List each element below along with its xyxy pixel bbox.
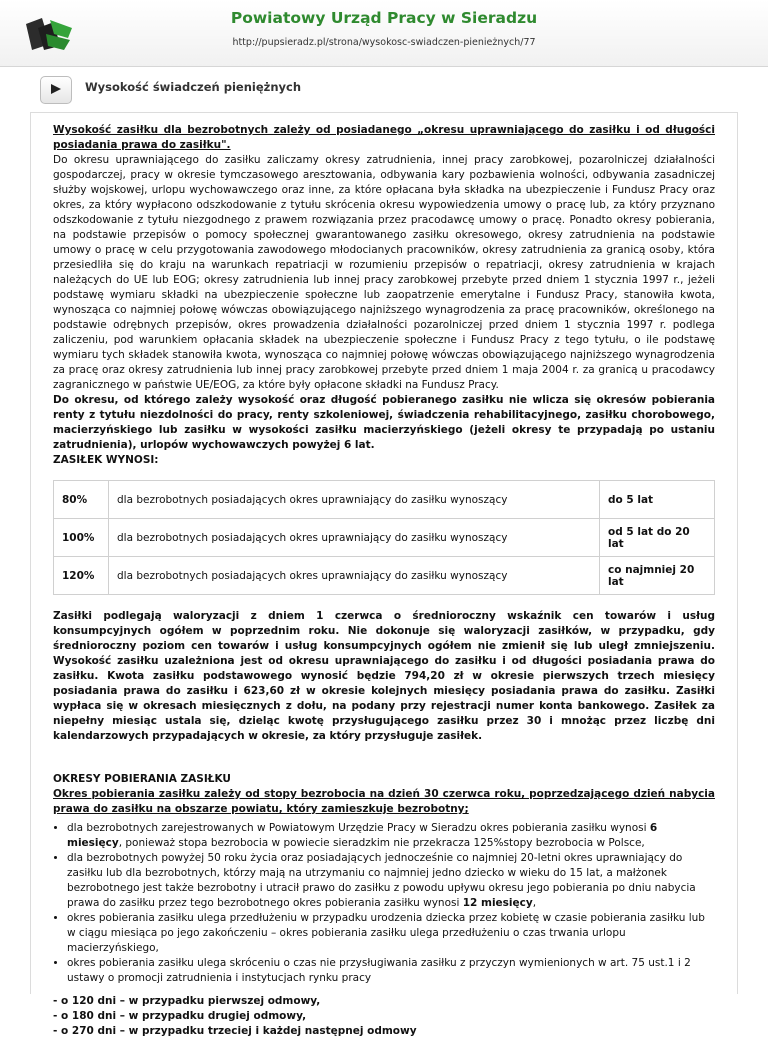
site-url: http://pupsieradz.pl/strona/wysokosc-swiadczen-pienieżnych/77 bbox=[232, 37, 536, 48]
rate-period: co najmniej 20 lat bbox=[600, 557, 715, 595]
intro-body: Do okresu uprawniającego do zasiłku zaliczamy okresy zatrudnienia, innej pracy zarobkowej, pozarolniczej działalności gospodarczej, pracy w okresie tymczasowego aresztowania, odbywania kary pozbawienia wolności, odbywania zasadniczej służby wojskowej, urlopu wychowawczego oraz inne, za które opłacana była składka na ubezpieczenie i Fundusz Pracy oraz okres, za który wypłacono odszkodowanie z tytułu skrócenia okresu wypowiedzenia umowy o pracę lub, za który przyznano odszkodowanie z tytułu niezgodnego z prawem rozwiązania przez pracodawcę umowy o pracę. Ponadto okresy pobierania, na podstawie przepisów o pomocy społecznej gwarantowanego zasiłku okresowego, okresy zatrudnienia na podstawie umowy o pracę w celu przygotowania zawodowego młodocianych pracowników, okresy zatrudnienia za granicą osoby, która przesiedliła się do kraju na warunkach repatriacji w rozumieniu przepisów o repatriacji, okresy zatrudnienia w krajach należących do UE lub EOG; okresy zatrudnienia lub innej pracy zarobkowej przebyte przed dniem 1 stycznia 1997 r., jeżeli podstawę wymiaru składki na ubezpieczenie społeczne lub zaopatrzenie emerytalne i Fundusz Pracy, stanowiła kwota, wynosząca co najmniej połowę wówczas obowiązującego najniższego wynagrodzenia za pracę pracowników, określonego na podstawie odrębnych przepisów, okres prowadzenia działalności pozarolniczej przed dniem 1 stycznia 1997 r. podlega zaliczeniu, pod warunkiem opłacania składek na ubezpieczenie społeczne i Fundusz Pracy z tego tytułu, o ile podstawę wymiaru tych składek stanowiła kwota, wynosząca co najmniej połowę wówczas obowiązującego najniższego wynagrodzenia za pracę oraz okresy zatrudnienia lub innej pracy zarobkowej przebyte przed dniem 1 maja 2004 r. za granicą u pracodawcy zagranicznego w państwie UE/EOG, za które były opłacone składki na Fundusz Pracy. bbox=[53, 154, 715, 391]
durations-list bbox=[53, 994, 715, 1039]
table-row bbox=[54, 557, 715, 595]
duration-item: - o 120 dni – w przypadku pierwszej odmowy, bbox=[53, 995, 321, 1007]
table-row bbox=[54, 481, 715, 519]
page-title: Wysokość świadczeń pieniężnych bbox=[85, 80, 302, 94]
rate-percent: 100% bbox=[54, 519, 109, 557]
site-header bbox=[0, 0, 768, 67]
rate-description: dla bezrobotnych posiadających okres uprawniający do zasiłku wynoszący bbox=[109, 557, 600, 595]
site-title[interactable]: Powiatowy Urząd Pracy w Sieradzu bbox=[230, 9, 538, 27]
table-row bbox=[54, 519, 715, 557]
periods-subheading: Okres pobierania zasiłku zależy od stopy bezrobocia na dzień 30 czerwca roku, poprzedzającego dzień nabycia prawa do zasiłku na obszarze powiatu, który zamieszkuje bezrobotny; bbox=[53, 788, 715, 815]
intro-heading: Wysokość zasiłku dla bezrobotnych zależy od posiadanego „okresu uprawniającego do zasiłku i od długości posiadania prawa do zasiłku". bbox=[53, 124, 715, 151]
list-item: • dla bezrobotnych zarejestrowanych w Powiatowym Urzędzie Pracy w Sieradzu okres pobierania zasiłku wynosi 6 miesięcy, ponieważ stopa bezrobocia w powiecie sieradzkim nie przekracza 125%stopy bezrobocia w Polsce, bbox=[67, 821, 715, 851]
periods-heading: OKRESY POBIERANIA ZASIŁKU bbox=[53, 773, 231, 785]
duration-item: - o 270 dni – w przypadku trzeciej i każdej następnej odmowy bbox=[53, 1025, 417, 1037]
rate-description: dla bezrobotnych posiadających okres uprawniający do zasiłku wynoszący bbox=[109, 519, 600, 557]
rate-description: dla bezrobotnych posiadających okres uprawniający do zasiłku wynoszący bbox=[109, 481, 600, 519]
arrow-right-icon bbox=[50, 83, 62, 95]
notes-text: Zasiłki podlegają waloryzacji z dniem 1 czerwca o średnioroczny wskaźnik cen towarów i usług konsumpcyjnych ogółem w poprzednim roku. Nie dokonuje się waloryzacji zasiłków, w przypadku, gdy średnioroczny poziom cen towarów i usług konsumpcyjnych ogółem nie zmienił się lub uległ zmniejszeniu. Wysokość zasiłku uzależniona jest od okresu uprawniającego do zasiłku i od długości posiadania prawa do zasiłku. Kwota zasiłku podstawowego wynosić będzie 794,20 zł w okresie pierwszych trzech miesięcy posiadania prawa do zasiłku i 623,60 zł w okresie kolejnych miesięcy posiadania prawa do zasiłku. Zasiłki wypłaca się w okresach miesięcznych z dołu, na podany przy rejestracji numer konta bankowego. Zasiłek za niepełny miesiąc ustala się, dzieląc kwotę przysługującego zasiłku przez 30 i mnożąc przez liczbę dni kalendarzowych przypadających w okresie, za który przysługuje zasiłek. bbox=[53, 610, 715, 742]
duration-item: - o 180 dni – w przypadku drugiej odmowy, bbox=[53, 1010, 307, 1022]
rate-percent: 80% bbox=[54, 481, 109, 519]
list-item: • okres pobierania zasiłku ulega skróceniu o czas nie przysługiwania zasiłku z przyczyn wymienionych w art. 75 ust.1 i 2 ustawy o promocji zatrudnienia i instytucjach rynku pracy bbox=[67, 956, 715, 986]
back-button[interactable] bbox=[40, 76, 72, 104]
rate-period: do 5 lat bbox=[600, 481, 715, 519]
list-item: • dla bezrobotnych powyżej 50 roku życia oraz posiadających jednocześnie co najmniej 20-letni okres uprawniający do zasiłku lub dla bezrobotnych, którzy mają na utrzymaniu co najmniej jedno dziecko w wieku do 15 lat, a małżonek bezrobotnego jest także bezrobotny i utracił prawo do zasiłku z powodu upływu okresu jego pobierania po dniu nabycia prawa do zasiłku przez tego bezrobotnego okres pobierania zasiłku wynosi 12 miesięcy, bbox=[67, 851, 715, 911]
periods-list bbox=[53, 821, 715, 986]
rates-table bbox=[53, 480, 715, 595]
article-content bbox=[30, 112, 738, 1037]
rate-period: od 5 lat do 20 lat bbox=[600, 519, 715, 557]
rates-label: ZASIŁEK WYNOSI: bbox=[53, 454, 159, 466]
intro-exclusion: Do okresu, od którego zależy wysokość oraz długość pobieranego zasiłku nie wlicza się okresów pobierania renty z tytułu niezdolności do pracy, renty szkoleniowej, świadczenia rehabilitacyjnego, zasiłku chorobowego, macierzyńskiego lub zasiłku w wysokości zasiłku macierzyńskiego (jeżeli okresy te przypadają po ustaniu zatrudnienia), urlopów wychowawczych powyżej 6 lat. bbox=[53, 394, 715, 451]
rate-percent: 120% bbox=[54, 557, 109, 595]
list-item: • okres pobierania zasiłku ulega przedłużeniu w przypadku urodzenia dziecka przez kobietę w czasie pobierania zasiłku lub w ciągu miesiąca po jego zakończeniu – okres pobierania zasiłku ulega przedłużeniu o czas trwania urlopu macierzyńskiego, bbox=[67, 911, 715, 956]
